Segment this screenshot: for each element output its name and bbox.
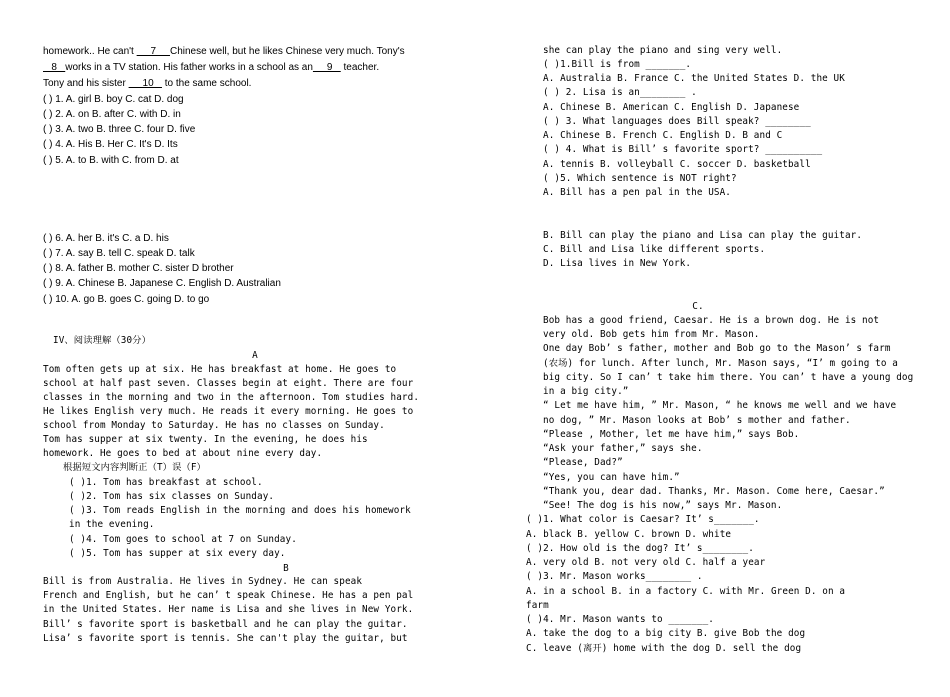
- passage-c-line: (农场) for lunch. After lunch, Mr. Mason says, “I’ m going to a: [543, 358, 898, 369]
- passage-a-line: He likes English very much. He reads it every morning. He goes to: [43, 406, 414, 417]
- passage-c-line: One day Bob’ s father, mother and Bob go to the Mason’ s farm: [543, 343, 891, 354]
- passage-c-line: “Please, Dad?”: [543, 457, 623, 468]
- question-b-line: ( ) 4. What is Bill’ s favorite sport? __________: [543, 144, 823, 155]
- question-b-line: A. Bill has a pen pal in the USA.: [543, 187, 732, 198]
- cloze-text-line: 8 works in a TV station. His father works in a school as an 9 teacher.: [43, 62, 380, 73]
- passage-c-line: very old. Bob gets him from Mr. Mason.: [543, 329, 760, 340]
- question-b-line: ( )1.Bill is from _______.: [543, 59, 692, 70]
- passage-b-line: Lisa’ s favorite sport is tennis. She can't play the guitar, but: [43, 633, 408, 644]
- passage-c-line: “Thank you, dear dad. Thanks, Mr. Mason. Come here, Caesar.”: [543, 486, 885, 497]
- tf-item: ( )1. Tom has breakfast at school.: [69, 477, 263, 488]
- cloze-text-line: Tony and his sister 10 to the same school.: [43, 78, 252, 89]
- question-b-option: D. Lisa lives in New York.: [543, 258, 692, 269]
- passage-c-line: Bob has a good friend, Caesar. He is a brown dog. He is not: [543, 315, 880, 326]
- cloze-item: ( ) 3. A. two B. three C. four D. five: [43, 124, 196, 135]
- question-b-line: ( ) 3. What languages does Bill speak? ________: [543, 116, 811, 127]
- passage-b-line: in the United States. Her name is Lisa and she lives in New York.: [43, 604, 414, 615]
- passage-a-line: homework. He goes to bed at about nine every day.: [43, 448, 323, 459]
- question-c-line: ( )2. How old is the dog? It’ s________.: [526, 543, 754, 554]
- question-c-line: A. black B. yellow C. brown D. white: [526, 529, 732, 540]
- question-c-line: ( )4. Mr. Mason wants to _______.: [526, 614, 715, 625]
- tf-item: ( )5. Tom has supper at six every day.: [69, 548, 286, 559]
- question-b-option: C. Bill and Lisa like different sports.: [543, 244, 766, 255]
- passage-b-end: she can play the piano and sing very well.: [543, 45, 783, 56]
- passage-a-line: school from Monday to Saturday. He has no classes on Sunday.: [43, 420, 385, 431]
- passage-b-line: Bill’ s favorite sport is basketball and he can play the guitar.: [43, 619, 408, 630]
- question-b-line: A. Chinese B. American C. English D. Japanese: [543, 102, 800, 113]
- passage-c-line: big city. So I can’ t take him there. You can’ t have a young dog: [543, 372, 914, 383]
- passage-a-line: school at half past seven. Classes begin at eight. There are four: [43, 378, 414, 389]
- cloze-item: ( ) 4. A. His B. Her C. It's D. Its: [43, 139, 178, 150]
- passage-c-line: “ Let me have him, ” Mr. Mason, “ he knows me well and we have: [543, 400, 897, 411]
- question-c-line: C. leave (离开) home with the dog D. sell the dog: [526, 643, 802, 654]
- passage-c-line: “Ask your father,” says she.: [543, 443, 703, 454]
- passage-b-label: B: [283, 563, 289, 574]
- cloze-item: ( ) 9. A. Chinese B. Japanese C. English D. Australian: [43, 278, 281, 289]
- passage-c-line: “Please , Mother, let me have him,” says Bob.: [543, 429, 800, 440]
- question-b-line: ( )5. Which sentence is NOT right?: [543, 173, 737, 184]
- cloze-item: ( ) 6. A. her B. it's C. a D. his: [43, 233, 169, 244]
- passage-a-line: Tom has supper at six twenty. In the evening, he does his: [43, 434, 368, 445]
- cloze-item: ( ) 5. A. to B. with C. from D. at: [43, 155, 179, 166]
- question-b-option: B. Bill can play the piano and Lisa can play the guitar.: [543, 230, 863, 241]
- question-b-line: ( ) 2. Lisa is an________ .: [543, 87, 697, 98]
- cloze-text-line: homework.. He can't 7 Chinese well, but he likes Chinese very much. Tony's: [43, 46, 405, 57]
- question-c-line: A. very old B. not very old C. half a year: [526, 557, 766, 568]
- question-c-line: farm: [526, 600, 549, 611]
- question-c-line: A. take the dog to a big city B. give Bob the dog: [526, 628, 806, 639]
- tf-instruction: 根据短文内容判断正（T）误（F）: [63, 462, 206, 473]
- passage-a-label: A: [252, 350, 258, 361]
- passage-b-line: French and English, but he can’ t speak Chinese. He has a pen pal: [43, 590, 414, 601]
- passage-b-line: Bill is from Australia. He lives in Sydney. He can speak: [43, 576, 363, 587]
- tf-item: in the evening.: [69, 519, 155, 530]
- cloze-item: ( ) 8. A. father B. mother C. sister D brother: [43, 263, 234, 274]
- question-b-line: A. Australia B. France C. the United States D. the UK: [543, 73, 845, 84]
- cloze-item: ( ) 2. A. on B. after C. with D. in: [43, 109, 181, 120]
- question-c-line: A. in a school B. in a factory C. with Mr. Green D. on a: [526, 586, 846, 597]
- question-b-line: A. Chinese B. French C. English D. B and C: [543, 130, 783, 141]
- passage-c-label: C.: [692, 301, 704, 312]
- cloze-item: ( ) 10. A. go B. goes C. going D. to go: [43, 294, 210, 305]
- question-c-line: ( )3. Mr. Mason works________ .: [526, 571, 703, 582]
- passage-a-line: classes in the morning and two in the afternoon. Tom studies hard.: [43, 392, 420, 403]
- tf-item: ( )4. Tom goes to school at 7 on Sunday.: [69, 534, 297, 545]
- question-b-line: A. tennis B. volleyball C. soccer D. basketball: [543, 159, 811, 170]
- tf-item: ( )2. Tom has six classes on Sunday.: [69, 491, 275, 502]
- passage-c-line: “Yes, you can have him.”: [543, 472, 680, 483]
- section-title: IV、阅读理解（30分）: [53, 335, 151, 346]
- passage-c-line: no dog, ” Mr. Mason looks at Bob’ s mother and father.: [543, 415, 851, 426]
- passage-c-line: in a big city.”: [543, 386, 629, 397]
- cloze-item: ( ) 7. A. say B. tell C. speak D. talk: [43, 248, 195, 259]
- passage-c-line: “See! The dog is his now,” says Mr. Mason.: [543, 500, 783, 511]
- cloze-item: ( ) 1. A. girl B. boy C. cat D. dog: [43, 94, 184, 105]
- question-c-line: ( )1. What color is Caesar? It’ s_______.: [526, 514, 760, 525]
- passage-a-line: Tom often gets up at six. He has breakfast at home. He goes to: [43, 364, 397, 375]
- tf-item: ( )3. Tom reads English in the morning and does his homework: [69, 505, 411, 516]
